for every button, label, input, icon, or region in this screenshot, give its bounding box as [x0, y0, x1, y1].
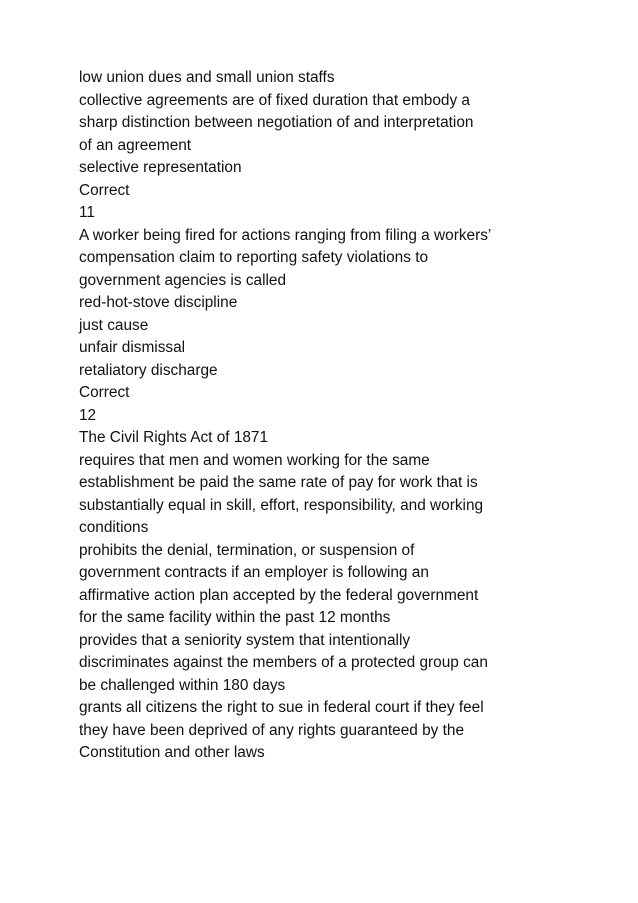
answer-option-line: retaliatory discharge — [79, 361, 218, 379]
answer-option-line: low union dues and small union staffs — [79, 69, 335, 86]
question-text-line: government agencies is called — [79, 271, 287, 289]
answer-option-line: sharp distinction between negotiation of and interpretation — [79, 114, 474, 131]
answer-option-line: for the same facility within the past 12 months — [79, 609, 391, 626]
answer-option-line: substantially equal in skill, effort, responsibility, and working — [79, 496, 484, 514]
answer-option-line: government contracts if an employer is following an — [79, 564, 429, 581]
question-text-line: The Civil Rights Act of 1871 — [79, 429, 269, 446]
question-text-line: compensation claim to reporting safety violations to — [79, 249, 429, 266]
answer-option-line: unfair dismissal — [79, 339, 186, 356]
result-label: Correct — [79, 181, 130, 199]
answer-option-line: prohibits the denial, termination, or suspension of — [79, 541, 415, 559]
answer-option-line: just cause — [79, 316, 149, 334]
question-number: 11 — [79, 204, 95, 221]
document-text-block — [79, 67, 619, 765]
question-text-line: A worker being fired for actions ranging from filing a workers’ — [79, 226, 492, 244]
answer-option-line: discriminates against the members of a protected group can — [79, 654, 488, 671]
answer-option-line: provides that a seniority system that intentionally — [79, 631, 411, 649]
answer-option-line: they have been deprived of any rights guaranteed by the — [79, 721, 465, 739]
answer-option-line: requires that men and women working for the same — [79, 451, 430, 469]
question-number: 12 — [79, 406, 97, 424]
answer-option-line: selective representation — [79, 159, 242, 176]
answer-option-line: grants all citizens the right to sue in federal court if they feel — [79, 699, 484, 716]
answer-option-line: red-hot-stove discipline — [79, 294, 238, 311]
answer-option-line: collective agreements are of fixed duration that embody a — [79, 91, 470, 109]
answer-option-line: conditions — [79, 519, 149, 536]
result-label: Correct — [79, 384, 130, 401]
answer-option-line: Constitution and other laws — [79, 744, 265, 761]
answer-option-line: of an agreement — [79, 136, 192, 154]
answer-option-line: be challenged within 180 days — [79, 676, 286, 694]
answer-option-line: establishment be paid the same rate of pay for work that is — [79, 474, 478, 491]
answer-option-line: affirmative action plan accepted by the federal government — [79, 586, 479, 604]
